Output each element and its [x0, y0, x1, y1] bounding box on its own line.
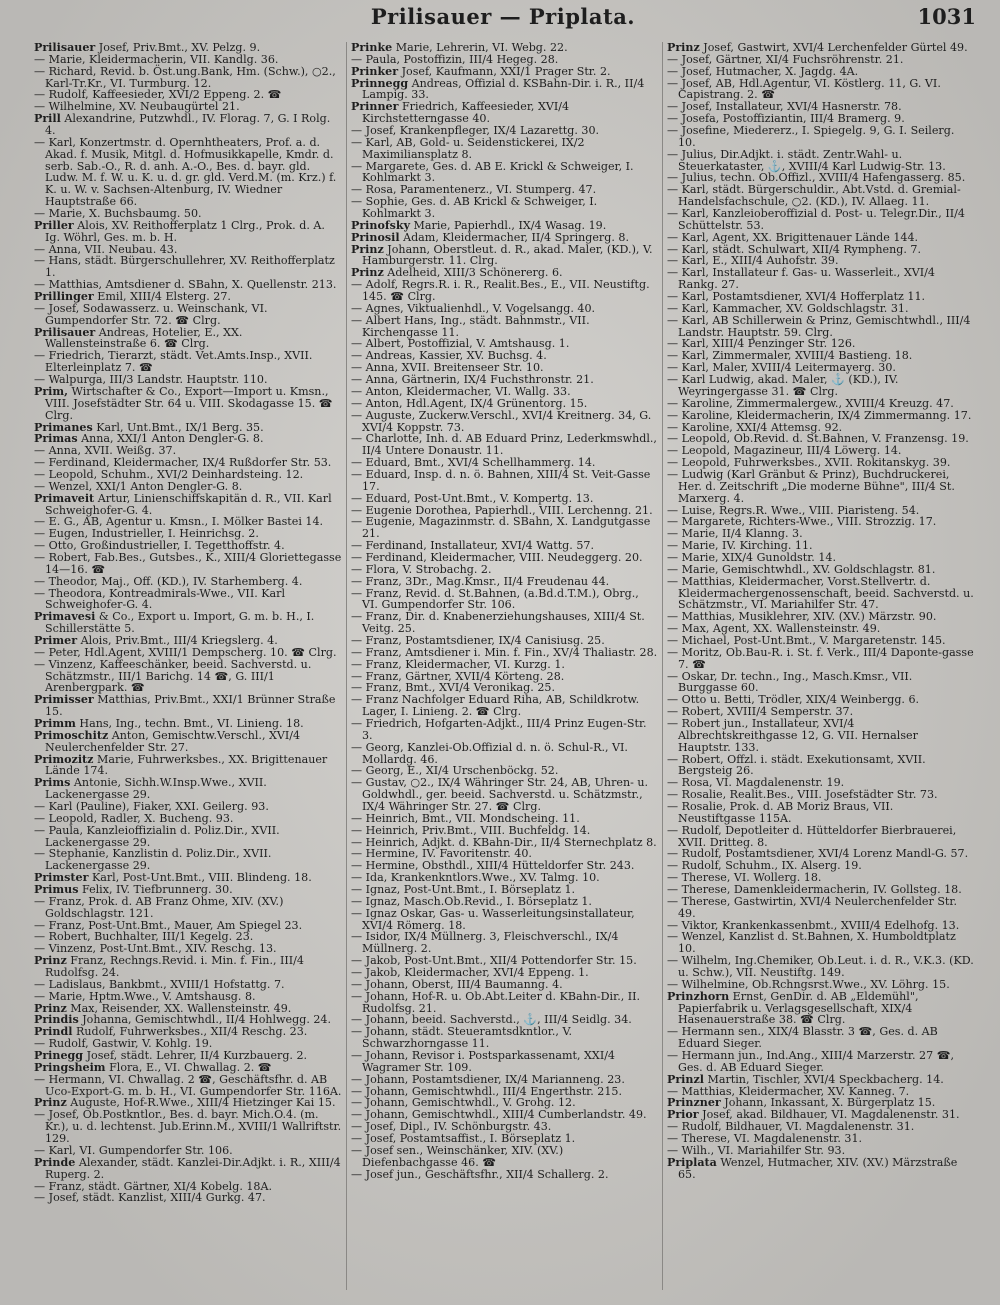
directory-entry: — Charlotte, Inh. d. AB Eduard Prinz, Lederkmswhdl., II/4 Untere Donaustr. 11. [351, 432, 657, 458]
directory-entry: — Rudolf, Postamtsdiener, XVI/4 Lorenz Mandl-G. 57. [667, 847, 969, 861]
directory-entry: — Wilhelm, Ing.Chemiker, Ob.Leut. i. d. R., V.K.3. (KD. u. Schw.), VII. Neustiftg. 149. [667, 954, 974, 980]
directory-entry: — Johann, beeid. Sachverstd., ⚓, III/4 Seidlg. 34. [351, 1013, 632, 1027]
directory-entry: — Matthias, Amtsdiener d. SBahn, X. Quellenstr. 213. [34, 278, 337, 292]
directory-entry: — Therese, Gastwirtin, XVI/4 Neulerchenfelder Str. 49. [667, 894, 957, 920]
directory-entry: — Johann, Gemischtwhdl., III/4 Engerthstr. 215. [351, 1084, 622, 1098]
directory-entry: Prinz Adelheid, XIII/3 Schönererg. 6. [351, 266, 563, 280]
directory-entry: Prior Josef, akad. Bildhauer, VI. Magdalenenstr. 31. [667, 1108, 960, 1122]
directory-entry: — Eduard, Post-Unt.Bmt., V. Kompertg. 13. [351, 491, 594, 505]
directory-entry: Prinzhorn Ernst, GenDir. d. AB „Eldemühl", Papierfabrik u. Verlagsgesellschaft, XIX/4 Hasenauerstraße 38. ☎ Clrg. [667, 989, 919, 1027]
directory-entry: Prilisauer Josef, Priv.Bmt., XV. Pelzg. 9. [34, 42, 261, 54]
directory-entry: — Richard, Revid. b. Öst.ung.Bank, Hm. (Schw.), ○2., Karl-Tr.Kr., VI. Turmburg. 12. [34, 64, 336, 90]
directory-entry: — Eduard, Insp. d. n. ö. Bahnen, XIII/4 St. Veit-Gasse 17. [351, 467, 651, 493]
directory-entry: — Georg, Kanzlei-Ob.Offizial d. n. ö. Schul-R., VI. Mollardg. 46. [351, 740, 628, 766]
directory-entry: — Josef, Ob.Postkntlor., Bes. d. bayr. Mich.O.4. (m. Kr.), u. d. lechtenst. Jub.Erinn.M., XVIII/1 Wallriftstr. 129. [34, 1108, 342, 1146]
directory-entry: — Margarete, Ges. d. AB E. Krickl & Schweiger, I. Kohlmarkt 3. [351, 159, 634, 185]
directory-entry: — Therese, VI. Magdalenenstr. 31. [667, 1132, 863, 1146]
directory-entry: — Rudolf, Bildhauer, VI. Magdalenenstr. 31. [667, 1120, 915, 1134]
directory-entry: — Josef jun., Geschäftsfhr., XII/4 Schallerg. 2. [351, 1167, 609, 1181]
directory-entry: — Eugenie Dorothea, Papierhdl., VIII. Lerchenng. 21. [351, 503, 653, 517]
directory-entry: Primus Felix, IV. Tiefbrunnerg. 30. [34, 883, 233, 897]
directory-entry: — Franz, Kleidermacher, VI. Kurzg. 1. [351, 657, 565, 671]
directory-entry: — Hermine, Obsthdl., XIII/4 Hütteldorfer Str. 243. [351, 859, 635, 873]
directory-entry: — Eduard, Bmt., XVI/4 Schellhammerg. 14. [351, 456, 596, 470]
directory-entry: — Ignaz, Post-Unt.Bmt., I. Börseplatz 1. [351, 883, 576, 897]
directory-entry: — Karl (Pauline), Fiaker, XXI. Geilerg. 93. [34, 800, 269, 813]
directory-entry: — Ignaz, Masch.Ob.Revid., I. Börseplatz 1. [351, 894, 592, 908]
directory-entry: — Leopold, Schuhm., XVI/2 Deinhardsteing. 12. [34, 467, 304, 481]
directory-entry: Prims Antonie, Sichh.W.Insp.Wwe., XVII. Lackenergasse 29. [34, 776, 267, 802]
directory-entry: Prinz Max, Reisender, XX. Wallensteinstr. 49. [34, 1001, 292, 1015]
directory-entry: — Margarete, Richters-Wwe., VIII. Strozzig. 17. [667, 515, 937, 529]
directory-entry: — Vinzenz, Kaffeeschänker, beeid. Sachverstd. u. Schätzmstr., III/1 Barichg. 14 ☎, G. III/1 Arenbergpark. ☎ [34, 657, 312, 695]
directory-entry: — Jakob, Kleidermacher, XVI/4 Eppeng. 1. [351, 966, 589, 980]
directory-entry: Prinegg Josef, städt. Lehrer, II/4 Kurzbauerg. 2. [34, 1049, 308, 1063]
directory-entry: — Franz, Postamtsdiener, IX/4 Canisiusg. 25. [351, 633, 605, 647]
directory-entry: — Hermann jun., Ind.Ang., XIII/4 Marzerstr. 27 ☎, Ges. d. AB Eduard Sieger. [667, 1049, 955, 1074]
directory-entry: — Karl, VI. Gumpendorfer Str. 106. [34, 1143, 233, 1157]
directory-entry: — Isidor, IX/4 Müllnerg. 3, Fleischverschl., IX/4 Müllnerg. 2. [351, 930, 619, 956]
directory-entry: — Matthias, Musiklehrer, XIV. (XV.) Märzstr. 90. [667, 610, 937, 624]
directory-entry: — Leopold, Ob.Revid. d. St.Bahnen, V. Franzensg. 19. [667, 432, 969, 446]
directory-entry: — Matthias, Kleidermacher, XV. Kanneg. 7. [667, 1084, 910, 1098]
directory-entry: — Rudolf, Kaffeesieder, XVI/2 Eppeng. 2. ☎ [34, 88, 282, 102]
directory-entry: Primisser Matthias, Priv.Bmt., XXI/1 Brünner Straße 15. [34, 693, 336, 719]
directory-entry: — Franz, Prok. d. AB Franz Ohme, XIV. (XV.) Goldschlagstr. 121. [34, 894, 284, 920]
directory-entry: — Karl, AB Schillerwein & Prinz, Gemischtwhdl., III/4 Landstr. Hauptstr. 59. Clrg. [667, 313, 971, 339]
directory-entry: — Karl, Kanzleioberoffizial d. Post- u. Telegr.Dir., II/4 Schüttelstr. 53. [667, 207, 965, 232]
directory-entry: — Marie, Gemischtwhdl., XV. Goldschlagstr. 81. [667, 562, 936, 576]
directory-entry: Prinde Alexander, städt. Kanzlei-Dir.Adjkt. i. R., XIII/4 Ruperg. 2. [34, 1155, 341, 1181]
directory-entry: Prindis Johanna, Gemischtwhdl., II/4 Hohlwegg. 24. [34, 1013, 332, 1027]
directory-entry: — Ladislaus, Bankbmt., XVIII/1 Hofstattg. 7. [34, 977, 285, 991]
directory-entry: — Rosalie, Realit.Bes., VIII. Josefstädter Str. 73. [667, 788, 938, 802]
directory-entry: — Friedrich, Tierarzt, städt. Vet.Amts.Insp., XVII. Elterleinplatz 7. ☎ [34, 349, 313, 375]
directory-entry: Prinz Josef, Gastwirt, XVI/4 Lerchenfelder Gürtel 49. [667, 42, 968, 54]
directory-entry: — Karl, städt. Schulwart, XII/4 Rympheng. 7. [667, 242, 922, 256]
directory-entry: — Hermann sen., XIX/4 Blasstr. 3 ☎, Ges. d. AB Eduard Sieger. [667, 1025, 938, 1051]
directory-entry: — Josef, städt. Kanzlist, XIII/4 Gurkg. 47. [34, 1191, 266, 1205]
directory-entry: — Rosa, Paramentenerz., VI. Stumperg. 47. [351, 183, 597, 197]
directory-entry: — Andreas, Kassier, XV. Buchsg. 4. [351, 349, 547, 363]
directory-entry: Prinofsky Marie, Papierhdl., IX/4 Wasag. 19. [351, 218, 607, 232]
directory-entry: — E. G., AB, Agentur u. Kmsn., I. Mölker Bastei 14. [34, 515, 324, 529]
directory-entry: Prinzner Johann, Inkassant, X. Bürgerplatz 15. [667, 1096, 936, 1110]
directory-entry: — Robert, Offzl. i. städt. Exekutionsamt, XVII. Bergsteig 26. [667, 752, 926, 778]
directory-entry: — Karl, Agent, XX. Brigittenauer Lände 144. [667, 230, 919, 244]
directory-entry: — Heinrich, Bmt., VII. Mondscheing. 11. [351, 811, 580, 825]
directory-entry: — Hans, städt. Bürgerschullehrer, XV. Reithofferplatz 1. [34, 254, 335, 280]
directory-entry: — Karl, E., XIII/4 Auhofstr. 39. [667, 254, 839, 268]
directory-entry: — Karl, Installateur f. Gas- u. Wasserleit., XVI/4 Rankg. 27. [667, 266, 935, 292]
directory-entry: — Hermann, VI. Chwallag. 2 ☎, Geschäftsfhr. d. AB Uco-Export-G. m. b. H., VI. Gumpendorfer Str. 116A. [34, 1072, 342, 1098]
directory-entry: — Michael, Post-Unt.Bmt., V. Margaretenstr. 145. [667, 633, 946, 647]
directory-entry: — Rudolf, Schuhm., IX. Alserg. 19. [667, 859, 862, 873]
directory-entry: Prinz Johann, Oberstleut. d. R., akad. Maler, (KD.), V. Hamburgerstr. 11. Clrg. [351, 242, 653, 268]
directory-entry: — Anton, Hdl.Agent, IX/4 Grünentorg. 15. [351, 396, 588, 410]
directory-entry: — Franz, städt. Gärtner, XI/4 Kobelg. 18A. [34, 1179, 273, 1193]
directory-entry: — Josef, Krankenpfleger, IX/4 Lazarettg. 30. [351, 124, 600, 138]
page-header [30, 0, 976, 40]
directory-entry: — Josef, Sodawasserz. u. Weinschank, VI. Gumpendorfer Str. 72. ☎ Clrg. [34, 301, 268, 327]
directory-entry: — Marie, X. Buchsbaumg. 50. [34, 207, 202, 221]
directory-entry: — Johann, Hof-R. u. Ob.Abt.Leiter d. KBahn-Dir., II. Rudolfsg. 21. [351, 989, 641, 1015]
directory-entry: — Ferdinand, Kleidermacher, VIII. Neudeggerg. 20. [351, 550, 643, 564]
directory-entry: — Franz, Gärtner, XVII/4 Körteng. 28. [351, 669, 565, 683]
directory-entry: — Albert, Postoffizial, V. Amtshausg. 1. [351, 337, 570, 351]
directory-entry: — Paula, Kanzleioffizialin d. Poliz.Dir., XVII. Lackenergasse 29. [34, 823, 280, 849]
directory-entry: Prinke Marie, Lehrerin, VI. Webg. 22. [351, 42, 568, 54]
directory-entry: Prindl Rudolf, Fuhrwerksbes., XII/4 Reschg. 23. [34, 1025, 308, 1039]
directory-entry: — Hermine, IV. Favoritenstr. 40. [351, 847, 532, 861]
running-title: Prilisauer — Priplata. [370, 4, 636, 29]
directory-entry: — Marie, II/4 Klanng. 3. [667, 527, 803, 541]
directory-entry: — Matthias, Kleidermacher, Vorst.Stellvertr. d. Kleidermachergenossenschaft, beeid. Sachverstd. u. Schätzmstr., VI. Mariahilfer Str. 47. [667, 574, 974, 612]
directory-entry: — Agnes, Viktualienhdl., V. Vogelsangg. 40. [351, 301, 596, 315]
directory-entry: — Marie, Kleidermacherin, VII. Kandlg. 36. [34, 52, 279, 66]
directory-entry: Prinosil Adam, Kleidermacher, II/4 Springerg. 8. [351, 230, 629, 244]
directory-entry: — Leopold, Magazineur, III/4 Löwerg. 14. [667, 444, 902, 458]
directory-entry: — Franz, Dir. d. Knabenerziehungshauses, XIII/4 St. Veitg. 25. [351, 610, 645, 636]
directory-entry: — Max, Agent, XX. Wallensteinstr. 49. [667, 622, 881, 636]
directory-entry: — Karl Ludwig, akad. Maler, ⚓ (KD.), IV. Weyringergasse 31. ☎ Clrg. [667, 373, 899, 398]
directory-entry: — Rosalie, Prok. d. AB Moriz Braus, VII. Neustiftgasse 115A. [667, 800, 894, 825]
directory-entry: — Robert jun., Installateur, XVI/4 Albrechtskreithgasse 12, G. VII. Hernalser Hauptstr. 133. [667, 716, 918, 754]
directory-entry: — Therese, Damenkleidermacherin, IV. Gollsteg. 18. [667, 883, 962, 897]
directory-entry: — Luise, Regrs.R. Wwe., VIII. Piaristeng. 54. [667, 503, 920, 517]
directory-entry: — Wilh., VI. Mariahilfer Str. 93. [667, 1143, 846, 1157]
directory-entry: — Franz, 3Dr., Mag.Kmsr., II/4 Freudenau 44. [351, 574, 610, 588]
directory-entry: — Josefine, Miedererz., I. Spiegelg. 9, G. I. Seilerg. 10. [667, 124, 955, 149]
directory-entry: — Ferdinand, Installateur, XVI/4 Wattg. 57. [351, 539, 594, 553]
directory-entry: — Karoline, XXI/4 Attemsg. 92. [667, 420, 843, 434]
directory-entry: — Johann, Oberst, III/4 Baumanng. 4. [351, 977, 563, 991]
directory-entry: — Vinzenz, Post-Unt.Bmt., XIV. Reschg. 13. [34, 942, 277, 956]
directory-entry: — Julius, techn. Ob.Offizl., XVIII/4 Hafengasserg. 85. [667, 171, 966, 185]
directory-entry: — Friedrich, Hofgarten-Adjkt., III/4 Prinz Eugen-Str. 3. [351, 716, 647, 742]
directory-entry: Prim, Wirtschafter & Co., Export—Import u. Kmsn., VIII. Josefstädter Str. 64 u. VIII. Skodagasse 15. ☎ Clrg. [34, 384, 333, 422]
directory-entry: — Ignaz Oskar, Gas- u. Wasserleitungsinstallateur, XVI/4 Römerg. 18. [351, 906, 635, 932]
directory-entry: — Eugenie, Magazinmstr. d. SBahn, X. Landgutgasse 21. [351, 515, 651, 541]
directory-entry: — Stephanie, Kanzlistin d. Poliz.Dir., XVII. Lackenergasse 29. [34, 847, 272, 873]
directory-entry: — Heinrich, Priv.Bmt., VIII. Buchfeldg. 14. [351, 823, 591, 837]
directory-entry: — Karl, Postamtsdiener, XVI/4 Hofferplatz 11. [667, 290, 926, 304]
directory-entry: — Robert, Buchhalter, III/1 Kegelg. 23. [34, 930, 254, 944]
directory-entry: — Franz, Bmt., XVI/4 Veronikag. 25. [351, 681, 555, 695]
directory-entry: Primoschitz Anton, Gemischtw.Verschl., XVI/4 Neulerchenfelder Str. 27. [34, 728, 301, 754]
directory-entry: Prilisauer Andreas, Hotelier, E., XX. Wallensteinstraße 6. ☎ Clrg. [34, 325, 243, 351]
directory-entry: Priller Alois, XV. Reithofferplatz 1 Clrg., Prok. d. A. Ig. Wöhrl, Ges. m. b. H. [34, 218, 325, 244]
directory-entry: — Josef, Hutmacher, X. Jagdg. 4A. [667, 64, 859, 78]
directory-entry: — Josef, Dipl., IV. Schönburgstr. 43. [351, 1120, 552, 1134]
directory-entry: Prinzl Martin, Tischler, XVI/4 Speckbacherg. 14. [667, 1072, 944, 1086]
directory-entry: — Gustav, ○2., IX/4 Währinger Str. 24, AB, Uhren- u. Goldwhdl., ger. beeid. Sachverstd. u. Schätzmstr., IX/4 Währinger Str. 27. ☎ Clrg. [351, 776, 649, 813]
directory-entry: — Leopold, Radler, X. Bucheng. 93. [34, 811, 234, 825]
directory-entry: — Peter, Hdl.Agent, XVIII/1 Dempscherg. 10. ☎ Clrg. [34, 645, 337, 659]
column-right [662, 42, 978, 1290]
directory-entry: — Robert, XVIII/4 Semperstr. 37. [667, 705, 854, 719]
directory-entry: — Johann, Postamtsdiener, IX/4 Marianneng. 23. [351, 1072, 625, 1086]
directory-entry: — Karoline, Kleidermacherin, IX/4 Zimmermanng. 17. [667, 408, 972, 422]
directory-entry: — Oskar, Dr. techn., Ing., Masch.Kmsr., VII. Burggasse 60. [667, 669, 913, 695]
column-middle [346, 42, 662, 1290]
directory-entry: — Adolf, Regrs.R. i. R., Realit.Bes., E., VII. Neustiftg. 145. ☎ Clrg. [351, 278, 650, 304]
directory-entry: — Ludwig (Karl Gränbut & Prinz), Buchdruckerei, Her. d. Zeitschrift „Die moderne Bühne", III/4 St. Marxerg. 4. [667, 467, 955, 505]
directory-entry: Prinz Auguste, Hof-R.Wwe., XIII/4 Hietzinger Kai 15. [34, 1096, 336, 1110]
directory-entry: Primm Hans, Ing., techn. Bmt., VI. Linieng. 18. [34, 716, 304, 730]
directory-entry: — Karl, AB, Gold- u. Seidenstickerei, IX/2 Maximiliansplatz 8. [351, 135, 585, 161]
directory-entry: — Ida, Krankenkntlors.Wwe., XV. Talmg. 10. [351, 871, 600, 885]
directory-entry: — Anna, VII. Neubau. 43. [34, 242, 178, 256]
directory-entry: — Paula, Postoffizin, III/4 Hegeg. 28. [351, 52, 559, 66]
directory-entry: — Anton, Kleidermacher, VI. Wallg. 33. [351, 384, 571, 398]
directory-entry: — Johann, Gemischtwhdl., XIII/4 Cumberlandstr. 49. [351, 1108, 647, 1122]
directory-entry: — Marie, IV. Kirching. 11. [667, 539, 813, 553]
directory-entry: — Theodora, Kontreadmirals-Wwe., VII. Karl Schweighofer-G. 4. [34, 586, 286, 612]
directory-entry: — Franz, Amtsdiener i. Min. f. Fin., XV/4 Thaliastr. 28. [351, 645, 658, 659]
directory-entry: Primanes Karl, Unt.Bmt., IX/1 Berg. 35. [34, 420, 264, 434]
column-left [30, 42, 346, 1290]
directory-entry: — Anna, Gärtnerin, IX/4 Fuchsthronstr. 21. [351, 373, 594, 387]
directory-entry: Prinnegg Andreas, Offizial d. KSBahn-Dir. i. R., II/4 Lampig. 33. [351, 76, 645, 102]
directory-entry: — Karl, Maler, XVIII/4 Leitermayerg. 30. [667, 361, 896, 375]
directory-entry: — Robert, Fab.Bes., Gutsbes., K., XIII/4 Gloriettegasse 14—16. ☎ [34, 550, 342, 576]
entry-columns [30, 42, 980, 1290]
directory-entry: — Jakob, Post-Unt.Bmt., XII/4 Pottendorfer Str. 15. [351, 954, 637, 968]
directory-entry: — Theodor, Maj., Off. (KD.), IV. Starhemberg. 4. [34, 574, 303, 588]
directory-entry: — Josef, Postamtsaffist., I. Börseplatz 1. [351, 1132, 576, 1146]
directory-entry: — Eugen, Industrieller, I. Heinrichsg. 2. [34, 527, 259, 541]
directory-entry: — Heinrich, Adjkt. d. KBahn-Dir., II/4 Sternechplatz 8. [351, 835, 657, 849]
directory-entry: — Franz Nachfolger Eduard Riha, AB, Schildkrotw. Lager, I. Linieng. 2. ☎ Clrg. [351, 693, 640, 719]
directory-entry: — Marie, Hptm.Wwe., V. Amtshausg. 8. [34, 989, 256, 1003]
directory-entry: Primer Alois, Priv.Bmt., III/4 Kriegslerg. 4. [34, 633, 278, 647]
directory-entry: — Julius, Dir.Adjkt. i. städt. Zentr.Wahl- u. Steuerkataster, ⚓, XVIII/4 Karl Ludwig-Str. 13. [667, 147, 946, 173]
directory-entry: — Otto u. Betti, Trödler, XIX/4 Weinbergg. 6. [667, 693, 920, 707]
directory-entry: Primas Anna, XXI/1 Anton Dengler-G. 8. [34, 432, 264, 446]
directory-entry: — Josef sen., Weinschänker, XIV. (XV.) Diefenbachgasse 46. ☎ [351, 1143, 564, 1169]
directory-entry: — Viktor, Krankenkassenbmt., XVIII/4 Edelhofg. 13. [667, 918, 960, 932]
directory-entry: Primster Karl, Post-Unt.Bmt., VIII. Blindeng. 18. [34, 871, 312, 885]
directory-entry: Pringsheim Flora, E., VI. Chwallag. 2. ☎ [34, 1060, 272, 1074]
directory-entry: Prinz Franz, Rechngs.Revid. i. Min. f. Fin., III/4 Rudolfsg. 24. [34, 954, 304, 980]
directory-entry: — Josefa, Postoffiziantin, III/4 Bramerg. 9. [667, 112, 905, 126]
directory-entry: — Franz, Post-Unt.Bmt., Mauer, Am Spiegel 23. [34, 918, 303, 932]
directory-entry: — Albert Hans, Ing., städt. Bahnmstr., VII. Kirchengasse 11. [351, 313, 590, 339]
directory-entry: — Franz, Revid. d. St.Bahnen, (a.Bd.d.T.M.), Obrg., VI. Gumpendorfer Str. 106. [351, 586, 639, 612]
directory-entry: — Ferdinand, Kleidermacher, IX/4 Rußdorfer Str. 53. [34, 456, 332, 470]
directory-entry: — Johann, Revisor i. Postsparkassenamt, XXI/4 Wagramer Str. 109. [351, 1049, 615, 1074]
directory-entry: — Johann, städt. Steueramtsdkntlor., V. Schwarzhorngasse 11. [351, 1025, 573, 1051]
directory-entry: — Karl, XIII/4 Penzinger Str. 126. [667, 337, 856, 351]
page-number: 1031 [917, 4, 976, 29]
directory-entry: — Leopold, Fuhrwerksbes., XVII. Rokitanskyg. 39. [667, 456, 951, 470]
directory-entry: — Georg, E., XI/4 Urschenböckg. 52. [351, 764, 559, 778]
directory-entry: Primaveit Artur, Linienschiffskapitän d. R., VII. Karl Schweighofer-G. 4. [34, 491, 332, 517]
directory-entry: — Sophie, Ges. d. AB Krickl & Schweiger, I. Kohlmarkt 3. [351, 195, 598, 221]
directory-entry: — Anna, XVII. Breitenseer Str. 10. [351, 361, 544, 375]
directory-entry: — Johann, Gemischtwhdl., V. Grohg. 12. [351, 1096, 576, 1110]
directory-entry: Primavesi & Co., Export u. Import, G. m. b. H., I. Schillerstätte 5. [34, 610, 315, 636]
directory-entry: — Wenzel, Kanzlist d. St.Bahnen, X. Humboldtplatz 10. [667, 930, 956, 956]
directory-entry: — Karl, Konzertmstr. d. Opernhtheaters, Prof. a. d. Akad. f. Musik, Mitgl. d. Hofmusikkapelle, Kmdr. d. serb. Sab.-O., R. d. anh. A.-O., Bes. d. bayr. gld. Ludw. M. f. W. u. K. u. d. gr. gld. Verd.M. (m. Krz.) f. K. u. W. v. Sachsen-Altenburg, IV. Wiedner Hauptstraße 66. [34, 135, 337, 209]
directory-entry: Prillinger Emil, XIII/4 Elsterg. 27. [34, 290, 231, 304]
directory-entry: — Rudolf, Gastwir, V. Kohlg. 19. [34, 1037, 213, 1051]
directory-entry: — Josef, AB, Hdl.Agentur, VI. Köstlerg. 11, G. VI. Capistrang. 2. ☎ [667, 76, 941, 102]
directory-entry: — Josef, Gärtner, XI/4 Fuchsröhrenstr. 21. [667, 52, 904, 66]
directory-entry: Prinker Josef, Kaufmann, XXI/1 Prager Str. 2. [351, 64, 611, 78]
directory-entry: — Wilhelmine, XV. Neubaugürtel 21. [34, 100, 240, 114]
directory-entry: — Anna, XVII. Weißg. 37. [34, 444, 177, 458]
directory-entry: Prill Alexandrine, Putzwhdl., IV. Florag. 7, G. I Rolg. 4. [34, 112, 331, 138]
directory-entry: — Moritz, Ob.Bau-R. i. St. f. Verk., III/4 Daponte-gasse 7. ☎ [667, 645, 974, 671]
directory-entry: — Therese, VI. Wollerg. 18. [667, 871, 822, 885]
directory-entry: — Karl, Kammacher, XV. Goldschlagstr. 31. [667, 301, 909, 315]
directory-entry: — Otto, Großindustrieller, I. Tegetthoffstr. 4. [34, 539, 285, 553]
directory-entry: — Rudolf, Depotleiter d. Hütteldorfer Bierbrauerei, XVII. Dritteg. 8. [667, 823, 957, 849]
directory-entry: — Josef, Installateur, XVI/4 Hasnerstr. 78. [667, 100, 902, 114]
directory-entry: — Karoline, Zimmermalergew., XVIII/4 Kreuzg. 47. [667, 396, 954, 410]
directory-entry: Primozitz Marie, Fuhrwerksbes., XX. Brigittenauer Lände 174. [34, 752, 328, 778]
directory-entry: — Wenzel, XXI/1 Anton Dengler-G. 8. [34, 479, 243, 493]
directory-entry: — Flora, V. Strobachg. 2. [351, 562, 492, 576]
directory-entry: — Karl, städt. Bürgerschuldir., Abt.Vstd. d. Gremial-Handelsfachschule, ○2. (KD.), IV. Allaeg. 11. [667, 183, 961, 209]
directory-entry: — Marie, XIX/4 Gunoldstr. 14. [667, 550, 836, 564]
directory-entry: — Rosa, VI. Magdalenenstr. 19. [667, 776, 845, 790]
directory-entry: Prinner Friedrich, Kaffeesieder, XVI/4 Kirchstetterngasse 40. [351, 100, 570, 126]
directory-entry: — Karl, Zimmermaler, XVIII/4 Bastieng. 18. [667, 349, 913, 363]
directory-entry: Priplata Wenzel, Hutmacher, XIV. (XV.) Märzstraße 65. [667, 1155, 958, 1181]
directory-entry: — Walpurga, III/3 Landstr. Hauptstr. 110. [34, 373, 268, 387]
directory-entry: — Auguste, Zuckerw.Verschl., XVI/4 Kreitnerg. 34, G. XVI/4 Koppstr. 73. [351, 408, 652, 434]
directory-entry: — Wilhelmine, Ob.Rchngsrst.Wwe., XV. Löhrg. 15. [667, 977, 950, 991]
